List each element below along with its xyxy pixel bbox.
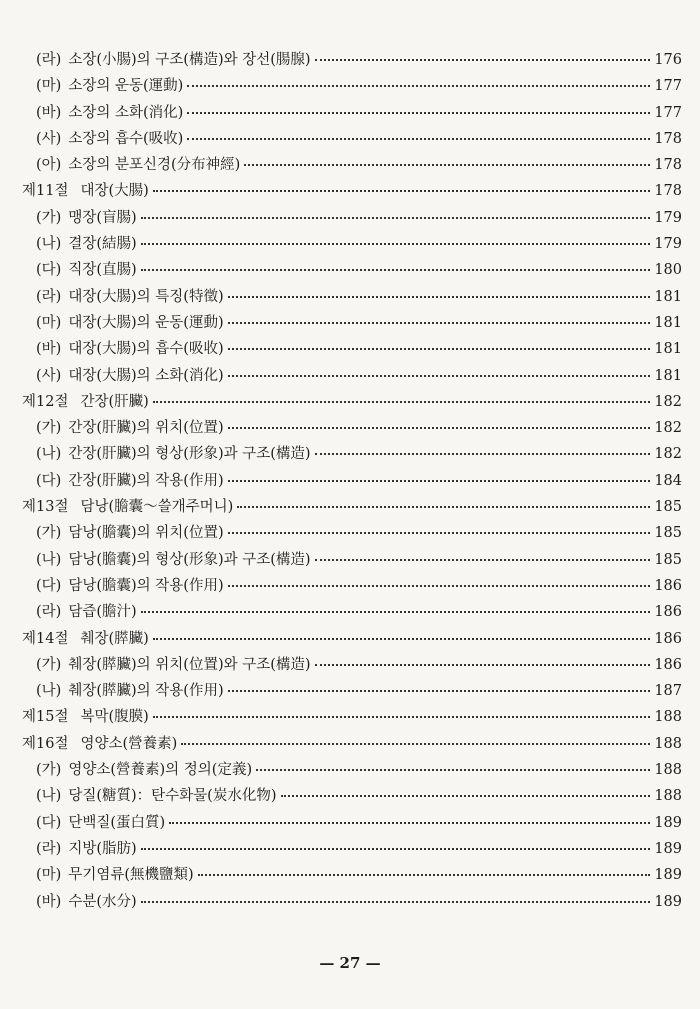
dot-leader <box>228 296 650 298</box>
entry-page-number: 177 <box>654 104 682 121</box>
toc-chapter-row <box>22 390 682 416</box>
dot-leader <box>256 769 650 771</box>
toc-entry-row <box>22 364 682 390</box>
entry-title: 소장(小腸)의 구조(構造)와 장선(腸腺) <box>68 52 311 68</box>
entry-page-number: 180 <box>654 262 682 279</box>
toc-entry-row <box>22 784 682 810</box>
dot-leader <box>237 506 650 508</box>
entry-page-number: 181 <box>654 367 682 384</box>
toc-entry-row <box>22 206 682 232</box>
entry-title: 단백질(蛋白質) <box>68 814 166 831</box>
dot-leader <box>228 585 650 587</box>
toc-chapter-row <box>22 495 682 521</box>
entry-page-number: 186 <box>654 577 682 594</box>
entry-page-number: 181 <box>654 288 682 305</box>
entry-title: 췌장(膵臟)의 작용(作用) <box>68 683 224 700</box>
toc-entry-row <box>22 469 682 495</box>
dot-leader <box>281 795 651 797</box>
entry-title: 소장의 운동(運動) <box>68 78 184 95</box>
dot-leader <box>198 874 650 876</box>
entry-title: 무기염류(無機鹽類) <box>68 867 194 884</box>
entry-prefix: (가) <box>36 525 62 542</box>
dot-leader <box>169 822 650 824</box>
entry-title: 간장(肝臟)의 형상(形象)과 구조(構造) <box>68 446 311 463</box>
dot-leader <box>153 190 650 192</box>
entry-title: 소장의 분포신경(分布神經) <box>68 157 241 174</box>
entry-page-number: 178 <box>654 183 682 200</box>
dot-leader <box>228 375 650 377</box>
entry-prefix: (라) <box>36 840 62 857</box>
entry-title: 소장의 흡수(吸收) <box>68 130 184 147</box>
dot-leader <box>153 638 650 640</box>
entry-prefix: (라) <box>36 52 62 68</box>
page-number: — 27 — <box>319 954 381 972</box>
toc-chapter-row <box>22 705 682 731</box>
toc-entry-row <box>22 574 682 600</box>
dot-leader <box>187 85 650 87</box>
entry-title: 소장의 소화(消化) <box>68 104 184 121</box>
dot-leader <box>228 348 650 350</box>
entry-page-number: 179 <box>654 236 682 253</box>
entry-prefix: (바) <box>36 341 62 358</box>
toc-entry-row <box>22 232 682 258</box>
toc-entry-row <box>22 416 682 442</box>
entry-prefix: 제15절 <box>22 709 69 726</box>
entry-title: 대장(大腸) <box>80 183 149 200</box>
entry-prefix: (나) <box>36 683 62 700</box>
toc-entry-row <box>22 679 682 705</box>
entry-title: 영양소(營養素) <box>80 735 178 752</box>
entry-title: 담낭(膽囊)의 작용(作用) <box>68 577 224 594</box>
dot-leader <box>228 690 650 692</box>
entry-page-number: 188 <box>654 762 682 779</box>
toc-entry-row <box>22 837 682 863</box>
dot-leader <box>141 243 650 245</box>
toc-entry-row <box>22 258 682 284</box>
entry-page-number: 185 <box>654 525 682 542</box>
dot-leader <box>315 664 650 666</box>
entry-prefix: (나) <box>36 788 62 805</box>
entry-page-number: 182 <box>654 446 682 463</box>
entry-page-number: 181 <box>654 314 682 331</box>
entry-prefix: (다) <box>36 577 62 594</box>
entry-prefix: (나) <box>36 446 62 463</box>
entry-title: 췌장(膵臟)의 위치(位置)와 구조(構造) <box>68 656 311 673</box>
entry-page-number: 176 <box>654 52 682 68</box>
entry-prefix: (나) <box>36 551 62 568</box>
toc-entry-row <box>22 600 682 626</box>
dot-leader <box>187 138 650 140</box>
dot-leader <box>153 401 650 403</box>
toc-entry-row <box>22 48 682 74</box>
entry-page-number: 188 <box>654 709 682 726</box>
entry-title: 수분(水分) <box>68 893 137 910</box>
entry-page-number: 189 <box>654 814 682 831</box>
dot-leader <box>141 848 650 850</box>
entry-title: 복막(腹膜) <box>80 709 149 726</box>
entry-prefix: (다) <box>36 814 62 831</box>
entry-prefix: (나) <box>36 236 62 253</box>
toc-entry-row <box>22 548 682 574</box>
toc-entry-row <box>22 311 682 337</box>
dot-leader <box>141 269 650 271</box>
dot-leader <box>141 217 650 219</box>
toc-entry-row <box>22 521 682 547</box>
dot-leader <box>141 611 650 613</box>
entry-title: 지방(脂肪) <box>68 840 137 857</box>
entry-page-number: 182 <box>654 393 682 410</box>
toc-entry-row <box>22 863 682 889</box>
dot-leader <box>187 112 650 114</box>
entry-page-number: 189 <box>654 893 682 910</box>
toc-entry-row <box>22 153 682 179</box>
entry-page-number: 189 <box>654 867 682 884</box>
dot-leader <box>228 322 650 324</box>
entry-title: 영양소(營養素)의 정의(定義) <box>68 762 253 779</box>
toc-chapter-row <box>22 732 682 758</box>
dot-leader <box>244 164 650 166</box>
entry-page-number: 189 <box>654 840 682 857</box>
entry-page-number: 178 <box>654 130 682 147</box>
toc-entry-row <box>22 653 682 679</box>
entry-page-number: 185 <box>654 551 682 568</box>
entry-prefix: (바) <box>36 893 62 910</box>
toc-entry-row <box>22 337 682 363</box>
dot-leader <box>315 59 650 61</box>
dot-leader <box>228 532 650 534</box>
entry-title: 췌장(膵臟) <box>80 630 149 647</box>
entry-title: 담즙(膽汁) <box>68 604 137 621</box>
toc-chapter-row <box>22 179 682 205</box>
entry-page-number: 185 <box>654 499 682 516</box>
entry-prefix: (라) <box>36 604 62 621</box>
entry-title: 대장(大腸)의 소화(消化) <box>68 367 224 384</box>
toc-chapter-row <box>22 627 682 653</box>
toc-entry-row <box>22 127 682 153</box>
entry-title: 담낭(膽囊)의 위치(位置) <box>68 525 224 542</box>
dot-leader <box>315 559 650 561</box>
toc-entry-row <box>22 74 682 100</box>
entry-page-number: 186 <box>654 630 682 647</box>
entry-title: 직장(直腸) <box>68 262 137 279</box>
toc-entry-row <box>22 758 682 784</box>
entry-prefix: (마) <box>36 314 62 331</box>
entry-prefix: (가) <box>36 656 62 673</box>
toc-entry-row <box>22 811 682 837</box>
dot-leader <box>315 453 650 455</box>
entry-prefix: (다) <box>36 472 62 489</box>
toc-entry-row <box>22 101 682 127</box>
entry-title: 담낭(膽囊～쓸개주머니) <box>80 499 234 516</box>
entry-prefix: (가) <box>36 209 62 226</box>
entry-prefix: (가) <box>36 420 62 437</box>
table-of-contents <box>22 48 682 916</box>
entry-title: 간장(肝臟) <box>80 393 149 410</box>
entry-prefix: (사) <box>36 130 62 147</box>
entry-page-number: 181 <box>654 341 682 358</box>
entry-title: 담낭(膽囊)의 형상(形象)과 구조(構造) <box>68 551 311 568</box>
entry-page-number: 178 <box>654 157 682 174</box>
entry-title: 맹장(盲腸) <box>68 209 137 226</box>
entry-prefix: 제13절 <box>22 499 69 516</box>
toc-entry-row <box>22 442 682 468</box>
entry-prefix: (바) <box>36 104 62 121</box>
entry-title: 간장(肝臟)의 작용(作用) <box>68 472 224 489</box>
entry-prefix: (마) <box>36 867 62 884</box>
entry-title: 결장(結腸) <box>68 236 137 253</box>
entry-prefix: (사) <box>36 367 62 384</box>
entry-page-number: 186 <box>654 604 682 621</box>
entry-page-number: 184 <box>654 472 682 489</box>
entry-title: 간장(肝臟)의 위치(位置) <box>68 420 224 437</box>
entry-page-number: 187 <box>654 683 682 700</box>
entry-page-number: 188 <box>654 735 682 752</box>
entry-prefix: 제11절 <box>22 183 69 200</box>
entry-prefix: (다) <box>36 262 62 279</box>
dot-leader <box>153 716 650 718</box>
entry-page-number: 186 <box>654 656 682 673</box>
entry-prefix: 제14절 <box>22 630 69 647</box>
entry-page-number: 182 <box>654 420 682 437</box>
entry-prefix: 제16절 <box>22 735 69 752</box>
entry-title: 대장(大腸)의 특징(特徵) <box>68 288 224 305</box>
entry-prefix: (아) <box>36 157 62 174</box>
dot-leader <box>141 901 650 903</box>
dot-leader <box>228 480 650 482</box>
entry-prefix: (마) <box>36 78 62 95</box>
entry-prefix: (가) <box>36 762 62 779</box>
dot-leader <box>228 427 650 429</box>
entry-prefix: (라) <box>36 288 62 305</box>
toc-entry-row <box>22 890 682 916</box>
entry-title: 대장(大腸)의 운동(運動) <box>68 314 224 331</box>
entry-title: 대장(大腸)의 흡수(吸收) <box>68 341 224 358</box>
entry-page-number: 179 <box>654 209 682 226</box>
entry-page-number: 177 <box>654 78 682 95</box>
dot-leader <box>181 743 650 745</box>
toc-entry-row <box>22 285 682 311</box>
entry-page-number: 188 <box>654 788 682 805</box>
entry-title: 당질(糖質)：탄수화물(炭水化物) <box>68 788 277 805</box>
entry-prefix: 제12절 <box>22 393 69 410</box>
